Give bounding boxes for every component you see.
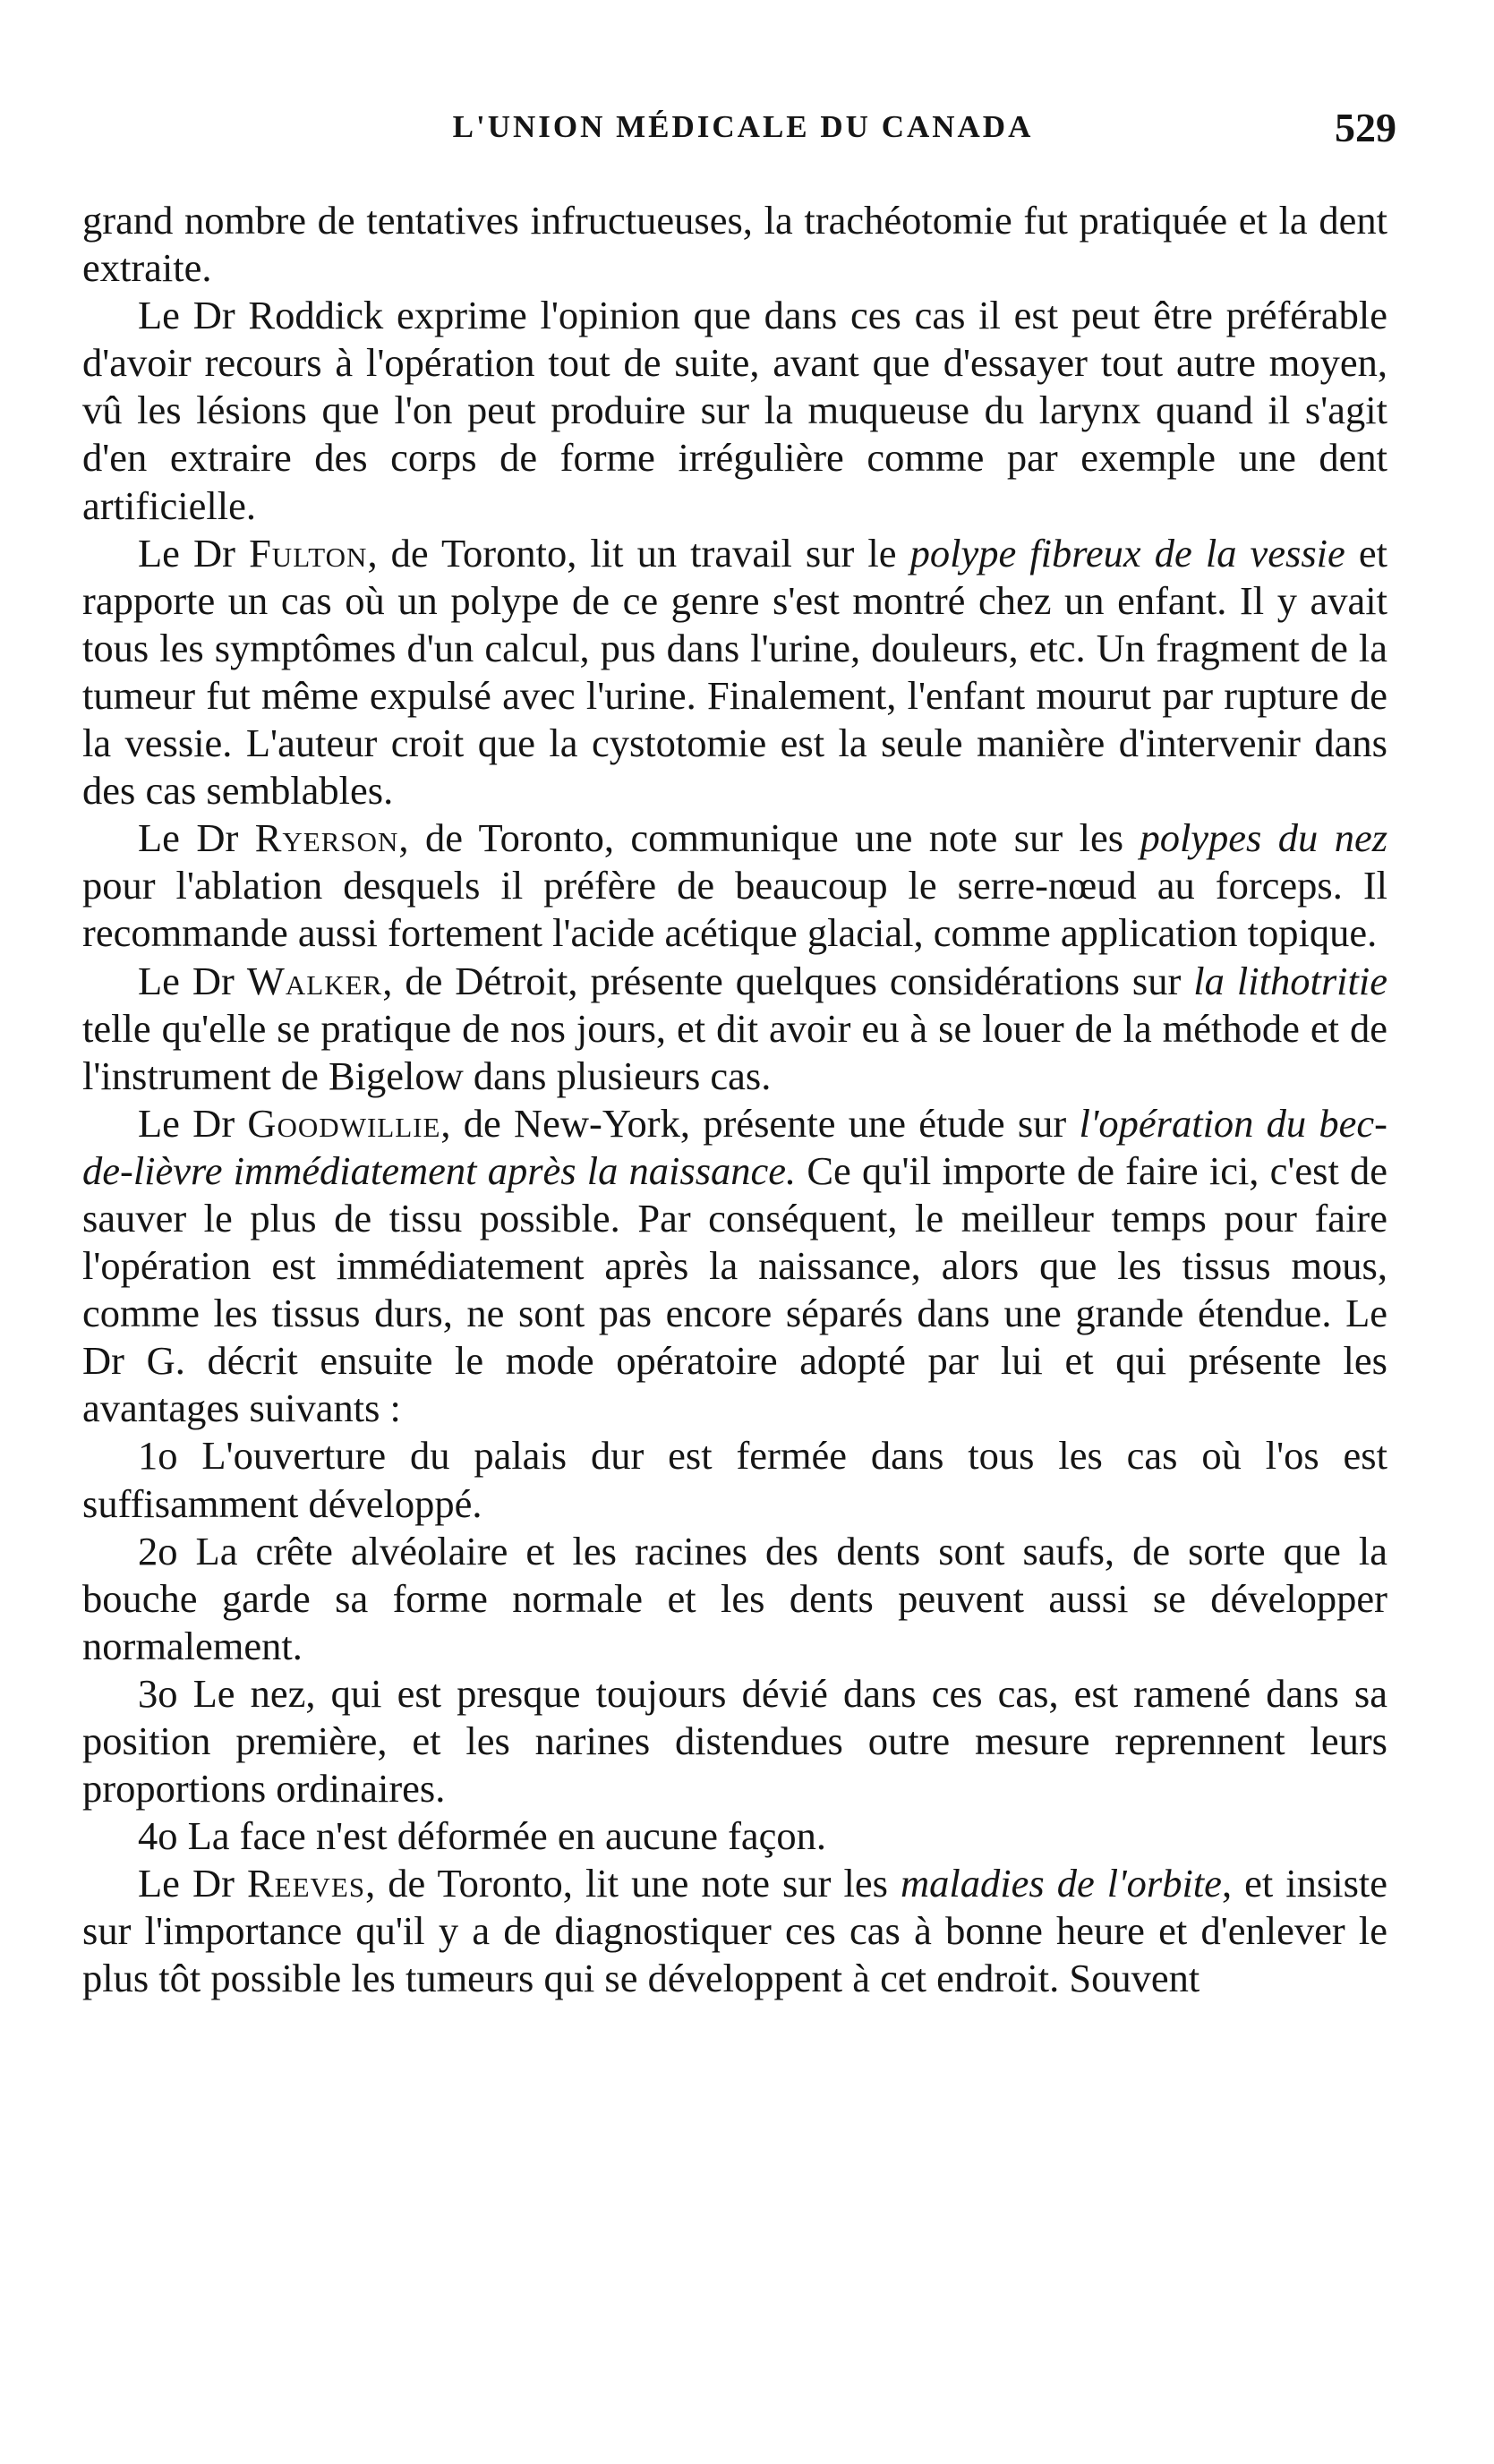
paragraph-text: Le Dr	[138, 1861, 247, 1906]
paragraph	[82, 814, 1387, 957]
italic-title-text: l'opération du bec-de-lièvre immédiatement après la naissance.	[82, 1100, 1387, 1193]
paragraph	[82, 1528, 1387, 1670]
paragraph	[82, 197, 1387, 292]
paragraph-text: , de New-York, présente une étude sur	[440, 1100, 1080, 1146]
paragraph-text: , de Toronto, lit une note sur les	[365, 1861, 901, 1906]
paragraph	[82, 1100, 1387, 1433]
paragraph-text: , et insiste sur l'importance qu'il y a de diagnostiquer ces cas à bonne heure et d'enlever le plus tôt possible les tumeurs qui se développent à cet endroit. Souvent	[82, 1861, 1387, 2001]
italic-title-text: la lithotritie	[1193, 958, 1388, 1003]
running-head	[81, 105, 1405, 163]
paragraph-text: Le Dr	[138, 815, 255, 861]
paragraph-text: 4o La face n'est déformée en aucune façon.	[138, 1813, 827, 1859]
paragraph-text: , de Détroit, présente quelques considérations sur	[382, 958, 1194, 1003]
paragraph-text: Le Dr	[138, 958, 247, 1003]
paragraph-text: grand nombre de tentatives infructueuses, la trachéotomie fut pratiquée et la dent extraite.	[82, 198, 1387, 291]
paragraph-text: 3o Le nez, qui est presque toujours dévié dans ces cas, est ramené dans sa position première, et les narines distendues outre mesure reprennent leurs proportions ordinaires.	[82, 1670, 1387, 1812]
paragraph-text: 2o La crête alvéolaire et les racines des dents sont saufs, de sorte que la bouche garde sa forme normale et les dents peuvent aussi se développer normalement.	[82, 1528, 1387, 1668]
running-title: L'UNION MÉDICALE DU CANADA	[452, 109, 1034, 144]
author-name: Goodwillie	[247, 1100, 441, 1146]
italic-title-text: polype fibreux de la vessie	[909, 530, 1345, 576]
author-name: Ryerson	[254, 815, 399, 861]
paragraph-text: pour l'ablation desquels il préfère de beaucoup le serre-nœud au forceps. Il recommande aussi fortement l'acide acétique glacial, comme application topique.	[82, 863, 1387, 956]
author-name: Fulton	[249, 530, 368, 576]
paragraph	[82, 1812, 1387, 1860]
paragraph-text: , de Toronto, communique une note sur les	[398, 815, 1140, 861]
page-number: 529	[1335, 105, 1396, 150]
paragraph	[82, 1670, 1387, 1812]
paragraph	[82, 1860, 1387, 2002]
author-name: Walker	[246, 958, 383, 1003]
paragraph-text: , de Toronto, lit un travail sur le	[367, 530, 910, 576]
paragraph-text: 1o L'ouverture du palais dur est fermée dans tous les cas où l'os est suffisamment développé.	[82, 1433, 1387, 1526]
italic-title-text: polypes du nez	[1140, 815, 1388, 861]
paragraph-text: Le Dr	[138, 1100, 248, 1146]
paragraph-text: Le Dr Roddick exprime l'opinion que dans ces cas il est peut être préférable d'avoir recours à l'opération tout de suite, avant que d'essayer tout autre moyen, vû les lésions que l'on peut produire sur la muqueuse du larynx quand il s'agit d'en extraire des corps de forme irrégulière comme par exemple une dent artificielle.	[82, 293, 1387, 528]
paragraph-text: telle qu'elle se pratique de nos jours, et dit avoir eu à se louer de la méthode et de l'instrument de Bigelow dans plusieurs cas.	[82, 1005, 1387, 1098]
paragraph	[82, 1432, 1387, 1527]
paragraph	[82, 958, 1387, 1100]
paragraph-text: et rapporte un cas où un polype de ce genre s'est montré chez un enfant. Il y avait tous les symptômes d'un calcul, pus dans l'urine, douleurs, etc. Un fragment de la tumeur fut même expulsé avec l'urine. Finalement, l'enfant mourut par rupture de la vessie. L'auteur croit que la cystotomie est la seule manière d'intervenir dans des cas semblables.	[82, 530, 1387, 814]
paragraph	[82, 530, 1387, 815]
italic-title-text: maladies de l'orbite	[900, 1861, 1222, 1906]
author-name: Reeves	[246, 1861, 366, 1906]
paragraph-text: Ce qu'il importe de faire ici, c'est de sauver le plus de tissu possible. Par conséquent, le meilleur temps pour faire l'opération est immédiatement après la naissance, alors que les tissus mous, comme les tissus durs, ne sont pas encore séparés dans une grande étendue. Le Dr G. décrit ensuite le mode opératoire adopté par lui et qui présente les avantages suivants :	[82, 1147, 1387, 1431]
paragraph-text: Le Dr	[138, 530, 250, 576]
body-text	[82, 197, 1387, 2003]
paragraph	[82, 292, 1387, 529]
